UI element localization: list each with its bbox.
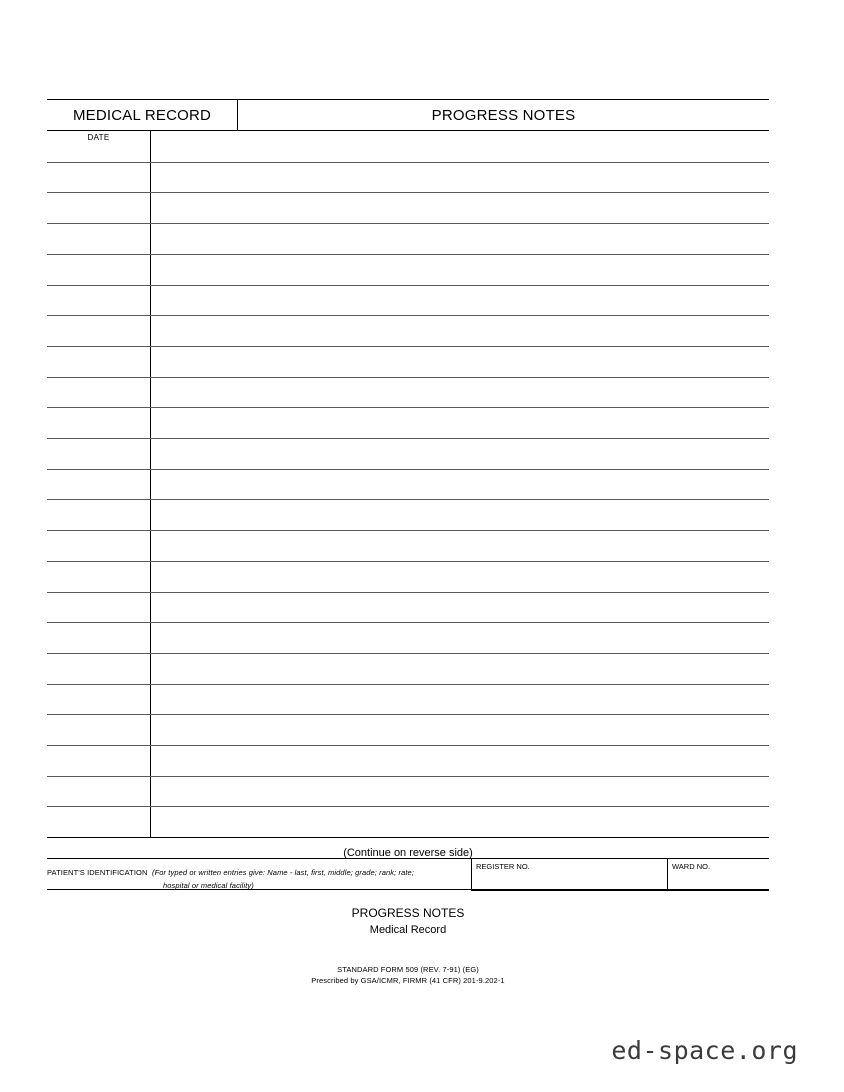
note-line-rule [150,223,769,224]
footer-form-subtitle: Medical Record [369,924,447,936]
note-line-rule [150,346,769,347]
date-cell-rule [47,162,150,163]
form-reference-line1: STANDARD FORM 509 (REV. 7-91) (EG) [337,965,479,974]
register-no-field[interactable] [472,859,667,889]
note-line-rule [150,684,769,685]
date-cell-rule [47,223,150,224]
progress-notes-ruled-area[interactable] [47,131,769,838]
note-line-rule [150,592,769,593]
form-reference-line2: Prescribed by GSA/ICMR, FIRMR (41 CFR) 201-9.202-1 [311,976,505,985]
date-cell-rule [47,806,150,807]
date-cell-rule [47,530,150,531]
date-cell-rule [47,438,150,439]
date-cell-rule [47,285,150,286]
ward-no-field[interactable] [668,859,769,889]
footer-form-title: PROGRESS NOTES [351,906,465,920]
date-cell-rule [47,377,150,378]
date-cell-rule [47,499,150,500]
date-cell-rule [47,622,150,623]
date-cell-rule [47,254,150,255]
date-cell-rule [47,592,150,593]
note-line-rule [150,192,769,193]
note-line-rule [150,499,769,500]
continue-reverse-note: (Continue on reverse side) [343,847,473,859]
register-no-label: REGISTER NO. [476,862,530,871]
site-watermark: ed-space.org [611,1036,798,1065]
date-cell-rule [47,407,150,408]
date-cell-rule [47,561,150,562]
note-line-rule [150,776,769,777]
date-cell-rule [47,745,150,746]
form-header [47,99,769,131]
patient-identification-block [47,858,769,890]
date-column-divider [150,131,151,838]
date-column-label: DATE [87,133,110,142]
patient-identification-instructions-line1: (For typed or written entries give: Name - last, first, middle; grade; rank; rate; [151,868,415,877]
note-line-rule [150,745,769,746]
date-cell-rule [47,469,150,470]
date-cell-rule [47,192,150,193]
note-line-rule [150,254,769,255]
date-cell-rule [47,653,150,654]
note-line-rule [150,377,769,378]
note-line-rule [150,162,769,163]
note-line-rule [150,561,769,562]
note-line-rule [150,653,769,654]
note-line-rule [150,315,769,316]
note-line-rule [150,469,769,470]
date-cell-rule [47,684,150,685]
note-line-rule [150,438,769,439]
patient-identification-label: PATIENT'S IDENTIFICATION [47,868,148,877]
note-line-rule [150,714,769,715]
identification-right-underline [471,890,769,891]
form-reference [47,964,769,986]
date-cell-rule [47,315,150,316]
notes-area-bottom-border [47,837,769,838]
header-right-title: PROGRESS NOTES [431,106,576,124]
date-cell-rule [47,346,150,347]
ward-no-label: WARD NO. [672,862,711,871]
date-cell-rule [47,714,150,715]
patient-identification-instructions-line2: hospital or medical facility) [163,881,254,890]
note-line-rule [150,622,769,623]
header-left-title: MEDICAL RECORD [72,106,212,124]
note-line-rule [150,806,769,807]
note-line-rule [150,285,769,286]
note-line-rule [150,530,769,531]
patient-identification-cell[interactable] [47,859,471,889]
date-cell-rule [47,776,150,777]
note-line-rule [150,407,769,408]
